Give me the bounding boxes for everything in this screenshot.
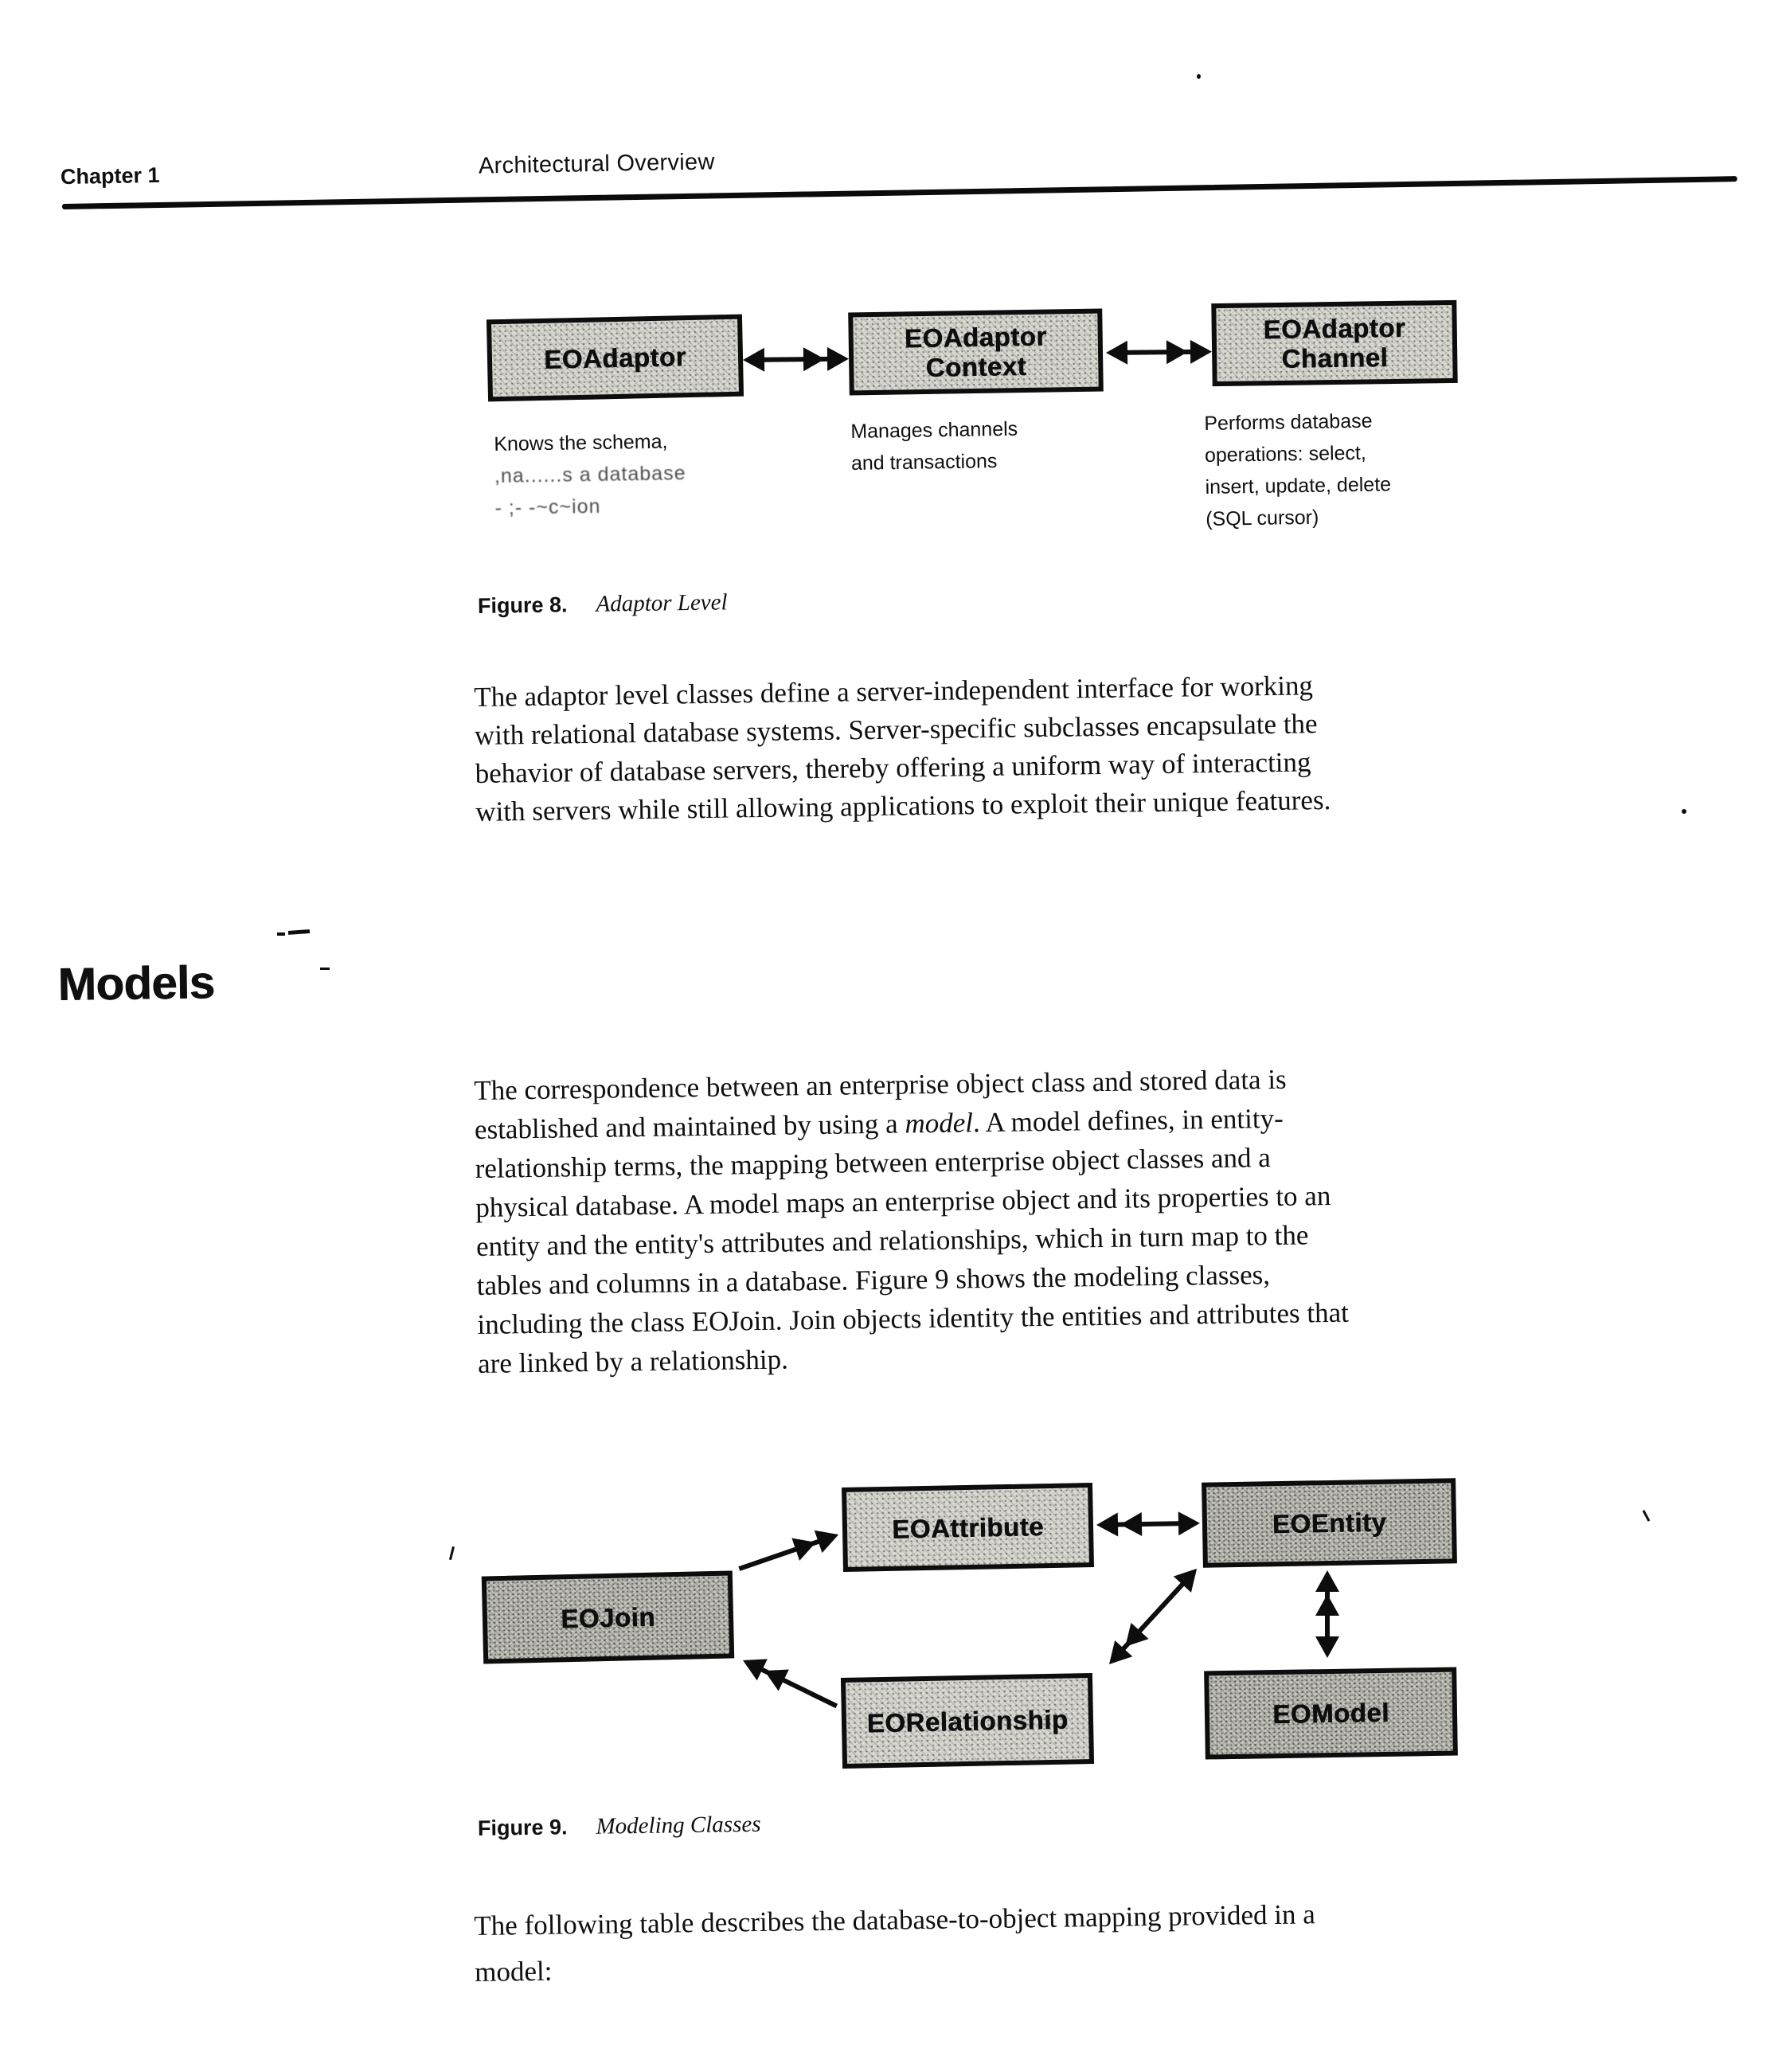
paragraph-models	[474, 1059, 1350, 1383]
body-line: The following table describes the database-to-object mapping provided in a	[474, 1898, 1316, 1941]
figure8-box-eoadaptor-context	[848, 309, 1104, 396]
figure8-box-context-label-line1: EOAdaptor	[904, 321, 1047, 354]
figure9-box-eorelationship-label: EORelationship	[866, 1704, 1069, 1738]
figure8-box-context-label-line2: Context	[925, 351, 1027, 382]
up-arrowhead-icon	[1315, 1570, 1339, 1592]
figure9-box-eomodel-label: EOModel	[1272, 1697, 1390, 1730]
up-arrowhead-icon	[1315, 1594, 1339, 1616]
down-arrowhead-icon	[1315, 1636, 1339, 1658]
scan-artifact	[1197, 74, 1201, 79]
arrow-line	[1116, 350, 1202, 355]
figure8-caption-text: Adaptor Level	[596, 589, 728, 617]
figure9-box-eoentity	[1202, 1478, 1457, 1568]
paragraph-adaptor-level	[474, 667, 1331, 831]
figure8-box-eoadaptor	[487, 315, 744, 402]
right-arrowhead-icon	[815, 1523, 842, 1553]
arrow-line	[750, 1663, 838, 1709]
figure9-caption-text: Modeling Classes	[596, 1811, 761, 1839]
body-line: with relational database systems. Server-specific subclasses encapsulate the	[474, 708, 1318, 751]
figure8-box-channel-label-line1: EOAdaptor	[1263, 312, 1406, 345]
arrow-eoadaptor-to-context	[743, 357, 849, 362]
body-line: entity and the entity's attributes and relationships, which in turn map to the	[475, 1219, 1309, 1262]
body-line: model:	[474, 1955, 553, 1988]
arrow-context-to-channel	[1106, 350, 1212, 355]
scan-artifact	[1682, 809, 1686, 814]
body-line: The correspondence between an enterprise object class and stored data is	[474, 1063, 1287, 1106]
scan-artifact	[320, 968, 330, 970]
figure8-caption-label: Figure 8.	[477, 592, 568, 618]
right-arrowhead-icon	[1166, 340, 1188, 364]
figure9-box-eojoin	[482, 1570, 734, 1663]
body-line: The adaptor level classes define a server-independent interface for working	[474, 670, 1314, 713]
desc-line-degraded: - ;- -~c~ion	[494, 495, 601, 519]
body-line: relationship terms, the mapping between enterprise object classes and a	[475, 1142, 1271, 1184]
figure8-box-eoadaptor-label: EOAdaptor	[543, 342, 687, 374]
scan-artifact	[277, 932, 285, 936]
paragraph-table-intro	[474, 1891, 1316, 1996]
desc-line: operations: select,	[1204, 441, 1367, 467]
left-arrowhead-icon	[743, 348, 764, 372]
figure9-box-eorelationship	[841, 1673, 1094, 1769]
figure8-desc-eoadaptor	[494, 425, 686, 524]
header-title: Architectural Overview	[478, 149, 715, 179]
desc-line: and transactions	[850, 450, 998, 475]
right-arrowhead-icon	[1190, 340, 1212, 364]
body-text-italic-model: model	[905, 1107, 974, 1140]
figure8-box-eoadaptor-channel	[1211, 300, 1457, 386]
header-chapter: Chapter 1	[60, 162, 160, 190]
arrow-eoentity-eomodel	[1325, 1570, 1330, 1658]
figure9-box-eoattribute	[842, 1483, 1094, 1572]
body-line: physical database. A model maps an enterprise object and its properties to an	[475, 1179, 1331, 1223]
figure8-desc-context	[850, 413, 1018, 479]
body-line: are linked by a relationship.	[477, 1343, 789, 1379]
figure8-desc-channel	[1204, 405, 1392, 535]
figure9-box-eoentity-label: EOEntity	[1272, 1507, 1387, 1539]
right-arrowhead-icon	[1178, 1511, 1201, 1535]
left-arrowhead-icon	[1106, 341, 1127, 365]
desc-line: Knows the schema,	[494, 430, 668, 455]
figure9-box-eoattribute-label: EOAttribute	[891, 1511, 1045, 1544]
arrow-eorelationship-to-eojoin	[742, 1658, 846, 1712]
body-line: with servers while still allowing applications to exploit their unique features.	[475, 784, 1331, 827]
figure9-caption	[478, 1812, 761, 1842]
figure8-caption	[478, 589, 728, 620]
desc-line: Manages channels	[850, 417, 1018, 443]
right-arrowhead-icon	[827, 347, 849, 371]
figure9-box-eojoin-label: EOJoin	[560, 1601, 656, 1633]
body-line: behavior of database servers, thereby offering a uniform way of interacting	[475, 746, 1311, 789]
arrow-eoattribute-eoentity	[1096, 1521, 1200, 1527]
arrow-eojoin-to-eoattribute	[729, 1532, 839, 1574]
body-text: established and maintained by using a	[474, 1108, 905, 1145]
scan-artifact	[449, 1546, 455, 1560]
desc-line-degraded: ,na......s a database	[494, 462, 686, 487]
header-rule	[62, 176, 1737, 209]
figure9-box-eomodel	[1204, 1667, 1458, 1760]
desc-line: (SQL cursor)	[1205, 506, 1319, 530]
body-text: . A model defines, in entity-	[972, 1102, 1284, 1139]
section-heading-models: Models	[57, 956, 215, 1011]
right-arrowhead-icon	[803, 347, 825, 371]
scan-artifact	[288, 929, 310, 935]
desc-line: Performs database	[1204, 409, 1373, 435]
figure9-caption-label: Figure 9.	[477, 1815, 568, 1840]
scan-artifact	[1643, 1510, 1651, 1522]
left-arrowhead-icon	[1120, 1512, 1143, 1536]
figure8-box-channel-label-line2: Channel	[1281, 342, 1389, 373]
arrow-eoentity-eorelationship	[1108, 1567, 1199, 1666]
arrow-line	[752, 357, 839, 362]
desc-line: insert, update, delete	[1205, 473, 1392, 498]
body-line: tables and columns in a database. Figure 9 shows the modeling classes,	[476, 1259, 1271, 1301]
body-line: including the class EOJoin. Join objects identity the entities and attributes that	[477, 1296, 1350, 1340]
left-arrowhead-icon	[1096, 1513, 1119, 1537]
